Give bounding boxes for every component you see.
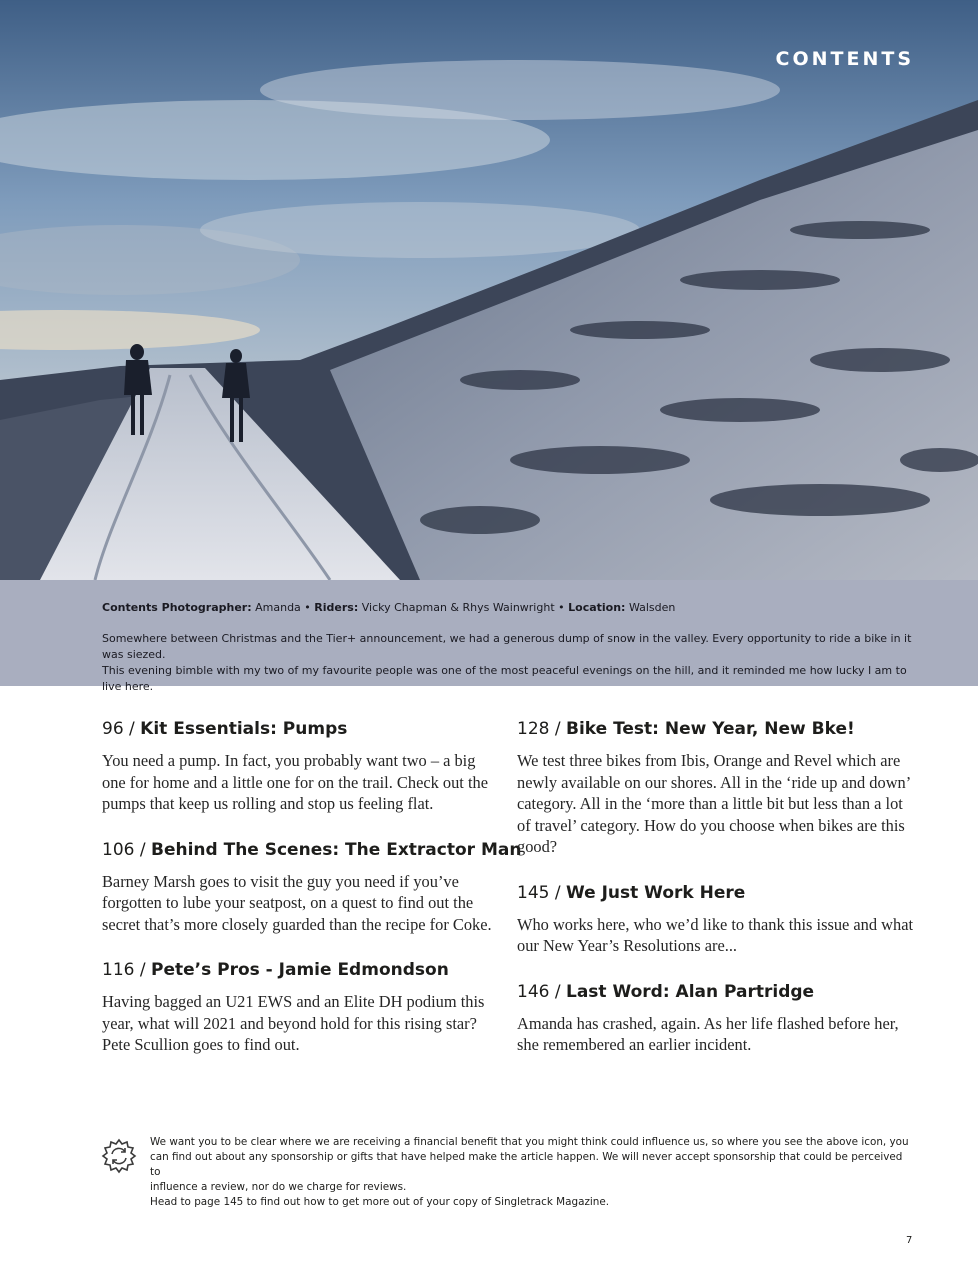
entry-description: We test three bikes from Ibis, Orange and Revel which are newly available on our shores. All in the ‘ride up and down’ category. All in the ‘more than a little bit but less than a lot of travel’ category. How do you choose when bikes are this good? xyxy=(517,751,910,856)
caption-line: Somewhere between Christmas and the Tier+ announcement, we had a generous dump of snow in the valley. Every opportunity to ride a bike in it was siezed. xyxy=(102,632,912,661)
page-number: 7 xyxy=(906,1235,913,1246)
riders-label: Riders: xyxy=(314,601,359,614)
snowy-hill-riders-image xyxy=(0,0,978,580)
entry-title: Bike Test: New Year, New Bke! xyxy=(565,719,855,739)
contents-entry[interactable] xyxy=(517,716,917,858)
contents-entry[interactable] xyxy=(102,837,522,936)
hero-photo xyxy=(0,0,978,580)
entry-page-number: 146 / xyxy=(517,981,566,1002)
entry-title: Behind The Scenes: The Extractor Man xyxy=(150,839,522,860)
disclaimer-line: influence a review, nor do we charge for reviews. xyxy=(150,1181,407,1193)
riders-names: Vicky Chapman & Rhys Wainwright xyxy=(361,601,555,614)
contents-column-right xyxy=(517,716,917,1078)
contents-entry[interactable] xyxy=(102,957,502,1056)
entry-heading xyxy=(517,716,917,742)
entry-page-number: 116 / xyxy=(102,960,151,980)
section-title: CONTENTS xyxy=(775,48,914,70)
credit-separator: • xyxy=(554,601,569,614)
entry-heading xyxy=(517,880,917,906)
entry-description: Amanda has crashed, again. As her life flashed before her, she remembered an earlier incident. xyxy=(517,1013,899,1054)
contents-entry[interactable] xyxy=(102,716,502,815)
disclaimer-line: can find out about any sponsorship or gifts that have helped make the article happen. We will never accept sponsorship that could be perceived to xyxy=(150,1151,903,1178)
entry-page-number: 96 / xyxy=(102,719,141,739)
entry-heading xyxy=(517,979,917,1005)
entry-heading xyxy=(102,716,502,742)
caption-line: This evening bimble with my two of my favourite people was one of the most peaceful evenings on the hill, and it reminded me how lucky I am to live here. xyxy=(102,664,907,693)
entry-description: Barney Marsh goes to visit the guy you need if you’ve forgotten to lube your seatpost, on a quest to find out the secret that’s more closely guarded than the recipe for Coke. xyxy=(102,871,492,934)
sponsorship-gear-icon xyxy=(100,1137,138,1175)
entry-description: You need a pump. In fact, you probably want two – a big one for home and a little one for on the trail. Check out the pumps that keep us rolling and stop us feeling flat. xyxy=(102,751,488,813)
entry-title: Pete’s Pros - Jamie Edmondson xyxy=(150,960,449,980)
entry-title: Kit Essentials: Pumps xyxy=(140,719,348,739)
entry-heading xyxy=(102,837,522,863)
disclaimer-line: We want you to be clear where we are receiving a financial benefit that you might think could influence us, so where you see the above icon, you xyxy=(150,1136,909,1148)
photographer-name: Amanda xyxy=(255,601,301,614)
entry-heading xyxy=(102,957,502,983)
contents-column-left xyxy=(102,716,522,1078)
entry-description: Having bagged an U21 EWS and an Elite DH podium this year, what will 2021 and beyond hold for this rising star? Pete Scullion goes to find out. xyxy=(102,992,485,1054)
entry-title: We Just Work Here xyxy=(565,882,746,903)
entry-page-number: 128 / xyxy=(517,719,566,739)
entry-page-number: 145 / xyxy=(517,882,566,903)
disclaimer-line: Head to page 145 to find out how to get more out of your copy of Singletrack Magazine. xyxy=(150,1196,610,1208)
location-label: Location: xyxy=(568,601,626,614)
entry-title: Last Word: Alan Partridge xyxy=(565,981,815,1002)
photographer-label: Contents Photographer: xyxy=(102,601,252,614)
location-name: Walsden xyxy=(628,601,676,614)
photo-credits xyxy=(102,601,675,614)
photo-caption-text xyxy=(102,631,922,695)
entry-description: Who works here, who we’d like to thank this issue and what our New Year’s Resolutions are... xyxy=(517,914,914,955)
entry-page-number: 106 / xyxy=(102,839,151,860)
contents-entry[interactable] xyxy=(517,979,917,1056)
contents-entry[interactable] xyxy=(517,880,917,957)
credit-separator: • xyxy=(300,601,315,614)
disclaimer-text xyxy=(150,1135,910,1210)
photo-caption-band xyxy=(0,580,978,693)
